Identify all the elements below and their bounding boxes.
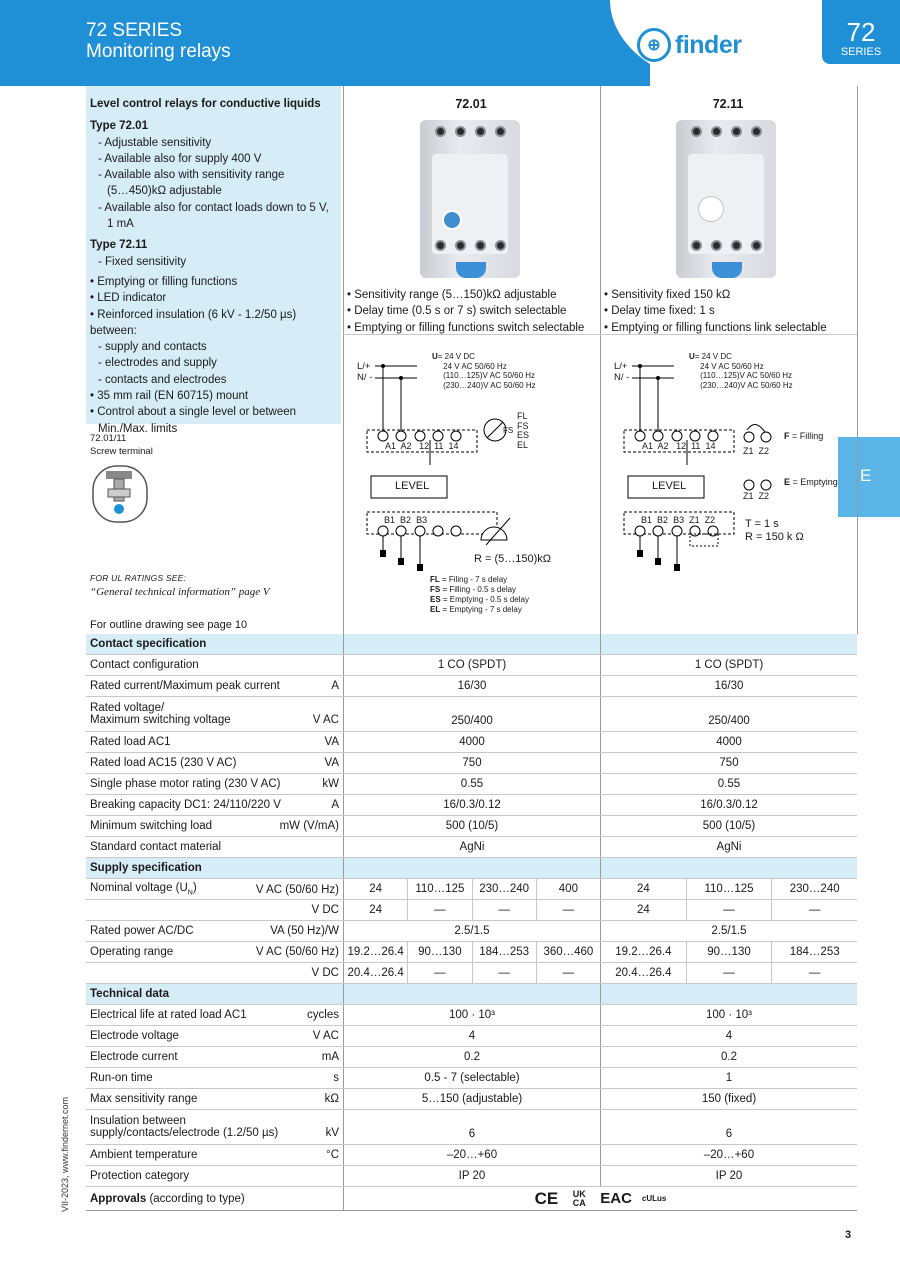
intro-bullet: • Control about a single level or between: [90, 406, 297, 419]
feature-item: • Sensitivity fixed 150 kΩ: [604, 289, 731, 301]
terminal-label: Screw terminal: [90, 446, 153, 457]
l-plus-label: L/+: [614, 361, 628, 372]
n-minus-label: N/ -: [357, 372, 373, 383]
bottom-terminal-labels: B1 B2 B3: [384, 515, 428, 525]
finder-logo: [637, 28, 741, 62]
spec-row: Max sensitivity range kΩ 5…150 (adjustable) 150 (fixed): [86, 1089, 857, 1110]
type-7201-item: - Adjustable sensitivity: [98, 136, 212, 149]
spec-row: Rated power AC/DC VA (50 Hz)/W 2.5/1.5 2.5/1.5: [86, 921, 857, 942]
spec-row: Rated voltage/ Maximum switching voltage V AC 250/400 250/400: [86, 697, 857, 732]
intro-panel: [86, 86, 341, 435]
footer-vertical-text: VII-2023, www.findernet.com: [60, 1096, 70, 1212]
intro-bullet: • 35 mm rail (EN 60715) mount: [90, 390, 249, 403]
screw-row: [430, 126, 510, 146]
intro-bullet: • LED indicator: [90, 292, 167, 305]
spec-row: Protection category IP 20 IP 20: [86, 1166, 857, 1187]
section-title: Contact specification: [90, 638, 207, 650]
legend-item: FS = Filling - 0.5 s delay: [430, 585, 517, 594]
ul-ratings-note: FOR UL RATINGS SEE:: [90, 573, 187, 583]
column-divider-2: [600, 86, 601, 634]
bottom-terminal-labels: B1 B2 B3 Z1 Z2: [641, 515, 716, 525]
section-title: Supply specification: [90, 862, 202, 874]
spec-row-operating-dc: V DC 20.4…26.4 — — — 20.4…26.4 — —: [86, 963, 857, 984]
intro-bullet: • Reinforced insulation (6 kV - 1.2/50 µs) between:: [90, 308, 297, 337]
feature-item: • Delay time fixed: 1 s: [604, 305, 715, 318]
function-legend: [430, 575, 529, 615]
section-supply-specification: [86, 858, 857, 879]
spec-row: Electrode voltage V AC 4 4: [86, 1026, 857, 1047]
feature-item: • Emptying or filling functions link selectable: [604, 321, 827, 334]
finder-logo-text: finder: [675, 30, 742, 59]
spec-row-nominal-dc: V DC 24 — — — 24 — —: [86, 900, 857, 921]
spec-row: Breaking capacity DC1: 24/110/220 V A 16/0.3/0.12 16/0.3/0.12: [86, 795, 857, 816]
spec-row: Single phase motor rating (230 V AC) kW 0.55 0.55: [86, 774, 857, 795]
column-divider-1: [343, 86, 344, 634]
feature-item: • Delay time (0.5 s or 7 s) switch selectable: [347, 305, 567, 318]
spec-row: Rated load AC15 (230 V AC) VA 750 750: [86, 753, 857, 774]
type-7201-item: - Available also for contact loads down to 5 V,: [98, 201, 329, 214]
emptying-link-terminals: Z1 Z2: [743, 491, 770, 501]
spec-row: Run-on time s 0.5 - 7 (selectable) 1: [86, 1068, 857, 1089]
type-7211-title: Type 72.11: [90, 239, 148, 252]
product-7201-image: [420, 120, 520, 278]
header-title: [86, 20, 231, 62]
culus-mark-icon: cULus: [641, 1194, 667, 1203]
intro-heading: Level control relays for conductive liquids: [90, 98, 321, 110]
level-block-label: LEVEL: [395, 480, 430, 492]
spec-row: Electrical life at rated load AC1 cycles 100 · 10³ 100 · 10³: [86, 1005, 857, 1026]
type-7201-item: - Available also for supply 400 V: [98, 152, 262, 165]
section-contact-specification: [86, 634, 857, 655]
spec-row: Rated current/Maximum peak current A 16/30 16/30: [86, 676, 857, 697]
series-line: 72 SERIES: [86, 20, 183, 41]
series-tab: [822, 0, 900, 64]
spec-row: Rated load AC1 VA 4000 4000: [86, 732, 857, 753]
level-block-label: LEVEL: [652, 480, 687, 492]
fixed-sensitivity-label: R = 150 k Ω: [745, 531, 804, 543]
legend-item: ES = Emptying - 0.5 s delay: [430, 595, 529, 604]
device-face: [432, 154, 508, 254]
spec-row: Electrode current mA 0.2 0.2: [86, 1047, 857, 1068]
spec-row: Minimum switching load mW (V/mA) 500 (10/5) 500 (10/5): [86, 816, 857, 837]
spec-row: Standard contact material AgNi AgNi: [86, 837, 857, 858]
spec-row-nominal-ac: Nominal voltage $(U_N)$ V AC (50/60 Hz) 24 110…125 230…240 400 24 110…125 230…240: [86, 879, 857, 900]
supply-voltage-text: U= 24 V DC 24 V AC 50/60 Hz (110…125)V AC 50/60 Hz (230…240)V AC 50/60 Hz: [689, 352, 793, 390]
outline-drawing-note: For outline drawing see page 10: [90, 619, 248, 631]
ukca-mark-icon: UK CA: [572, 1188, 586, 1208]
page-header: [0, 0, 900, 86]
screw-row: [430, 240, 510, 254]
intro-bullet: - supply and contacts: [98, 341, 207, 354]
sensitivity-range-label: R = (5…150)kΩ: [474, 553, 551, 565]
function-switch-fs: FS: [503, 426, 514, 435]
supply-u: U: [432, 352, 438, 361]
top-terminal-labels: A1 A2 12 11 14: [642, 441, 716, 451]
product-7211-title: 72.11: [712, 97, 744, 111]
product-7211-image: [676, 120, 776, 278]
n-minus-label: N/ -: [614, 372, 630, 383]
section-tab-e: E: [838, 437, 900, 517]
sensitivity-knob-icon: [442, 210, 462, 230]
type-7201-title: Type 72.01: [90, 120, 148, 133]
legend-item: FL = Filing - 7 s delay: [430, 575, 508, 584]
header-subtitle: Monitoring relays: [86, 41, 231, 62]
filling-link-label: F = Filling: [784, 431, 824, 441]
filling-link-terminals: Z1 Z2: [743, 446, 770, 456]
intro-bullet: • Emptying or filling functions: [90, 275, 238, 288]
ce-mark-icon: CE: [534, 1188, 559, 1208]
terminal-code: 72.01/11: [90, 433, 127, 444]
spec-row: Contact configuration 1 CO (SPDT) 1 CO (SPDT): [86, 655, 857, 676]
l-plus-label: L/+: [357, 361, 371, 372]
intro-bullet: - electrodes and supply: [98, 357, 217, 370]
spec-row-operating-ac: Operating range V AC (50/60 Hz) 19.2…26.4 90…130 184…253 360…460 19.2…26.4 90…130 184…253: [86, 942, 857, 963]
eac-mark-icon: EAC: [600, 1190, 632, 1207]
feature-item: • Emptying or filling functions switch selectable: [347, 321, 585, 334]
spec-row-approvals: Approvals (according to type) CE UK CA EAC cULus: [86, 1187, 857, 1211]
spec-row: Insulation between supply/contacts/electrode (1.2/50 µs) kV 6 6: [86, 1110, 857, 1145]
spec-table: [86, 634, 857, 1211]
series-tab-number: 72: [846, 17, 876, 47]
product-7211-features: [604, 287, 827, 336]
approval-marks: [343, 1187, 857, 1210]
function-switch-labels: FL FS ES EL: [517, 411, 530, 450]
spec-row: Ambient temperature °C –20…+60 –20…+60: [86, 1145, 857, 1166]
screw-terminal-icon: [92, 465, 148, 523]
rail-clip: [712, 262, 742, 278]
led-window-icon: [698, 196, 724, 222]
screw-row: [686, 240, 766, 254]
product-7201-features: [347, 287, 584, 336]
supply-values: = 24 V DC 24 V AC 50/60 Hz (110…125)V AC 50/60 Hz (230…240)V AC 50/60 Hz: [437, 352, 536, 390]
supply-voltage-text: [432, 352, 536, 390]
section-technical-data: [86, 984, 857, 1005]
legend-item: EL = Emptying - 7 s delay: [430, 605, 522, 614]
type-7211-item: - Fixed sensitivity: [98, 255, 187, 268]
intro-bullet: - contacts and electrodes: [98, 373, 227, 386]
product-7201-title: 72.01: [455, 97, 487, 111]
column-divider-3: [857, 86, 858, 634]
type-7201-item: (5…450)kΩ adjustable: [107, 185, 222, 198]
type-7201-item: 1 mA: [107, 218, 134, 231]
delay-time-label: T = 1 s: [745, 518, 779, 530]
section-title: Technical data: [90, 988, 170, 1000]
type-7201-item: - Available also with sensitivity range: [98, 169, 285, 182]
screw-row: [686, 126, 766, 146]
top-terminal-labels: A1 A2 12 11 14: [385, 441, 459, 451]
emptying-link-label: E = Emptying: [784, 477, 838, 487]
ul-ratings-ref: “General technical information” page V: [90, 586, 270, 598]
feature-item: • Sensitivity range (5…150)kΩ adjustable: [347, 289, 557, 301]
rail-clip: [456, 262, 486, 278]
series-tab-label: SERIES: [840, 46, 882, 58]
finder-logo-icon: ⊕: [637, 28, 671, 62]
page-number: 3: [845, 1229, 852, 1241]
intro-bullet: Min./Max. limits: [98, 422, 178, 435]
